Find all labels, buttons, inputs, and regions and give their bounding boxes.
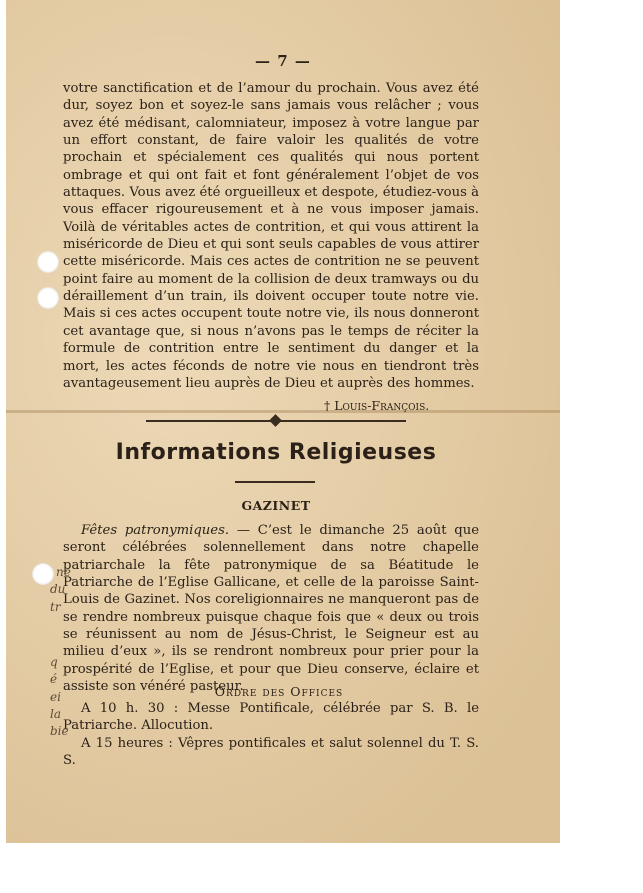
schedule-list xyxy=(63,700,479,769)
feast-paragraph xyxy=(63,522,479,695)
bleed-through-text: é xyxy=(50,672,58,686)
bleed-through-text: tr xyxy=(50,600,61,614)
punch-hole xyxy=(32,563,54,585)
bleed-through-text: la xyxy=(50,707,61,721)
section-title: Informations Religieuses xyxy=(115,440,437,465)
schedule-item: A 15 heures : Vêpres pontificales et salut solennel du T. S. S. xyxy=(63,735,479,769)
body-paragraph xyxy=(63,80,479,392)
offices-heading: Ordre des Offices xyxy=(214,684,344,699)
punch-hole xyxy=(37,251,59,273)
title-underline xyxy=(235,481,315,483)
bleed-through-text: bie xyxy=(50,724,69,738)
subsection-title: GAZINET xyxy=(241,498,311,513)
rule-diamond xyxy=(269,414,282,427)
document-page xyxy=(6,0,560,843)
bleed-through-text: ei xyxy=(50,690,61,704)
feast-lead: Fêtes patronymiques. xyxy=(81,523,230,538)
paper-fold xyxy=(6,410,560,413)
bleed-through-text: du xyxy=(50,582,66,596)
bleed-through-text: q xyxy=(50,655,58,669)
schedule-item: A 10 h. 30 : Messe Pontificale, célébrée par S. B. le Patriarche. Allocution. xyxy=(63,701,479,734)
feast-text: — C’est le dimanche 25 août que seront célébrées solennellement dans notre chapelle patriarchale la fête patronymique de sa Béatitude le Patriarche de l’Eglise Gallicane, et celle de la paroisse Saint-Louis de Gazinet. Nos coreligionnaires ne manqueront pas de se rendre nombreux puisque chaque fois que « deux ou trois se réunissent au nom de Jésus-Christ, le Seigneur est au milieu d’eux », ils se rendront nombreux pour prier pour la prospérité de l’Eglise, et pour que Dieu conserve, éclaire et assiste son vénéré pasteur. xyxy=(63,523,479,695)
signature: † Louis-François. xyxy=(324,398,430,413)
bleed-through-text: ne xyxy=(56,565,71,579)
body-paragraph-text: votre sanctification et de l’amour du prochain. Vous avez été dur, soyez bon et soyez-le sans jamais vous relâcher ; vous avez été médisant, calomniateur, imposez à votre langue par un effort constant, de faire valoir les qualités de votre prochain et spécialement ces qualités qui nous portent ombrage et qui ont fait et font généralement l’objet de vos attaques. Vous avez été orgueilleux et despote, étudiez-vous à vous effacer rigoureusement et à ne vous imposer jamais. Voilà de véritables actes de contrition, et qui vous attirent la miséricorde de Dieu et qui sont seuls capables de vous attirer cette miséricorde. Mais ces actes de contrition ne se peuvent point faire au moment de la collision de deux tramways ou du déraillement d’un train, ils doivent occuper toute notre vie. Mais si ces actes occupent toute notre vie, ils nous donneront cet avantage que, si nous n’avons pas le temps de réciter la formule de contrition entre le sentiment du danger et la mort, les actes féconds de notre vie nous en tiendront très avantageusement lieu auprès de Dieu et auprès des hommes. xyxy=(63,81,479,391)
page-number: — 7 — xyxy=(255,52,311,70)
punch-hole xyxy=(37,287,59,309)
